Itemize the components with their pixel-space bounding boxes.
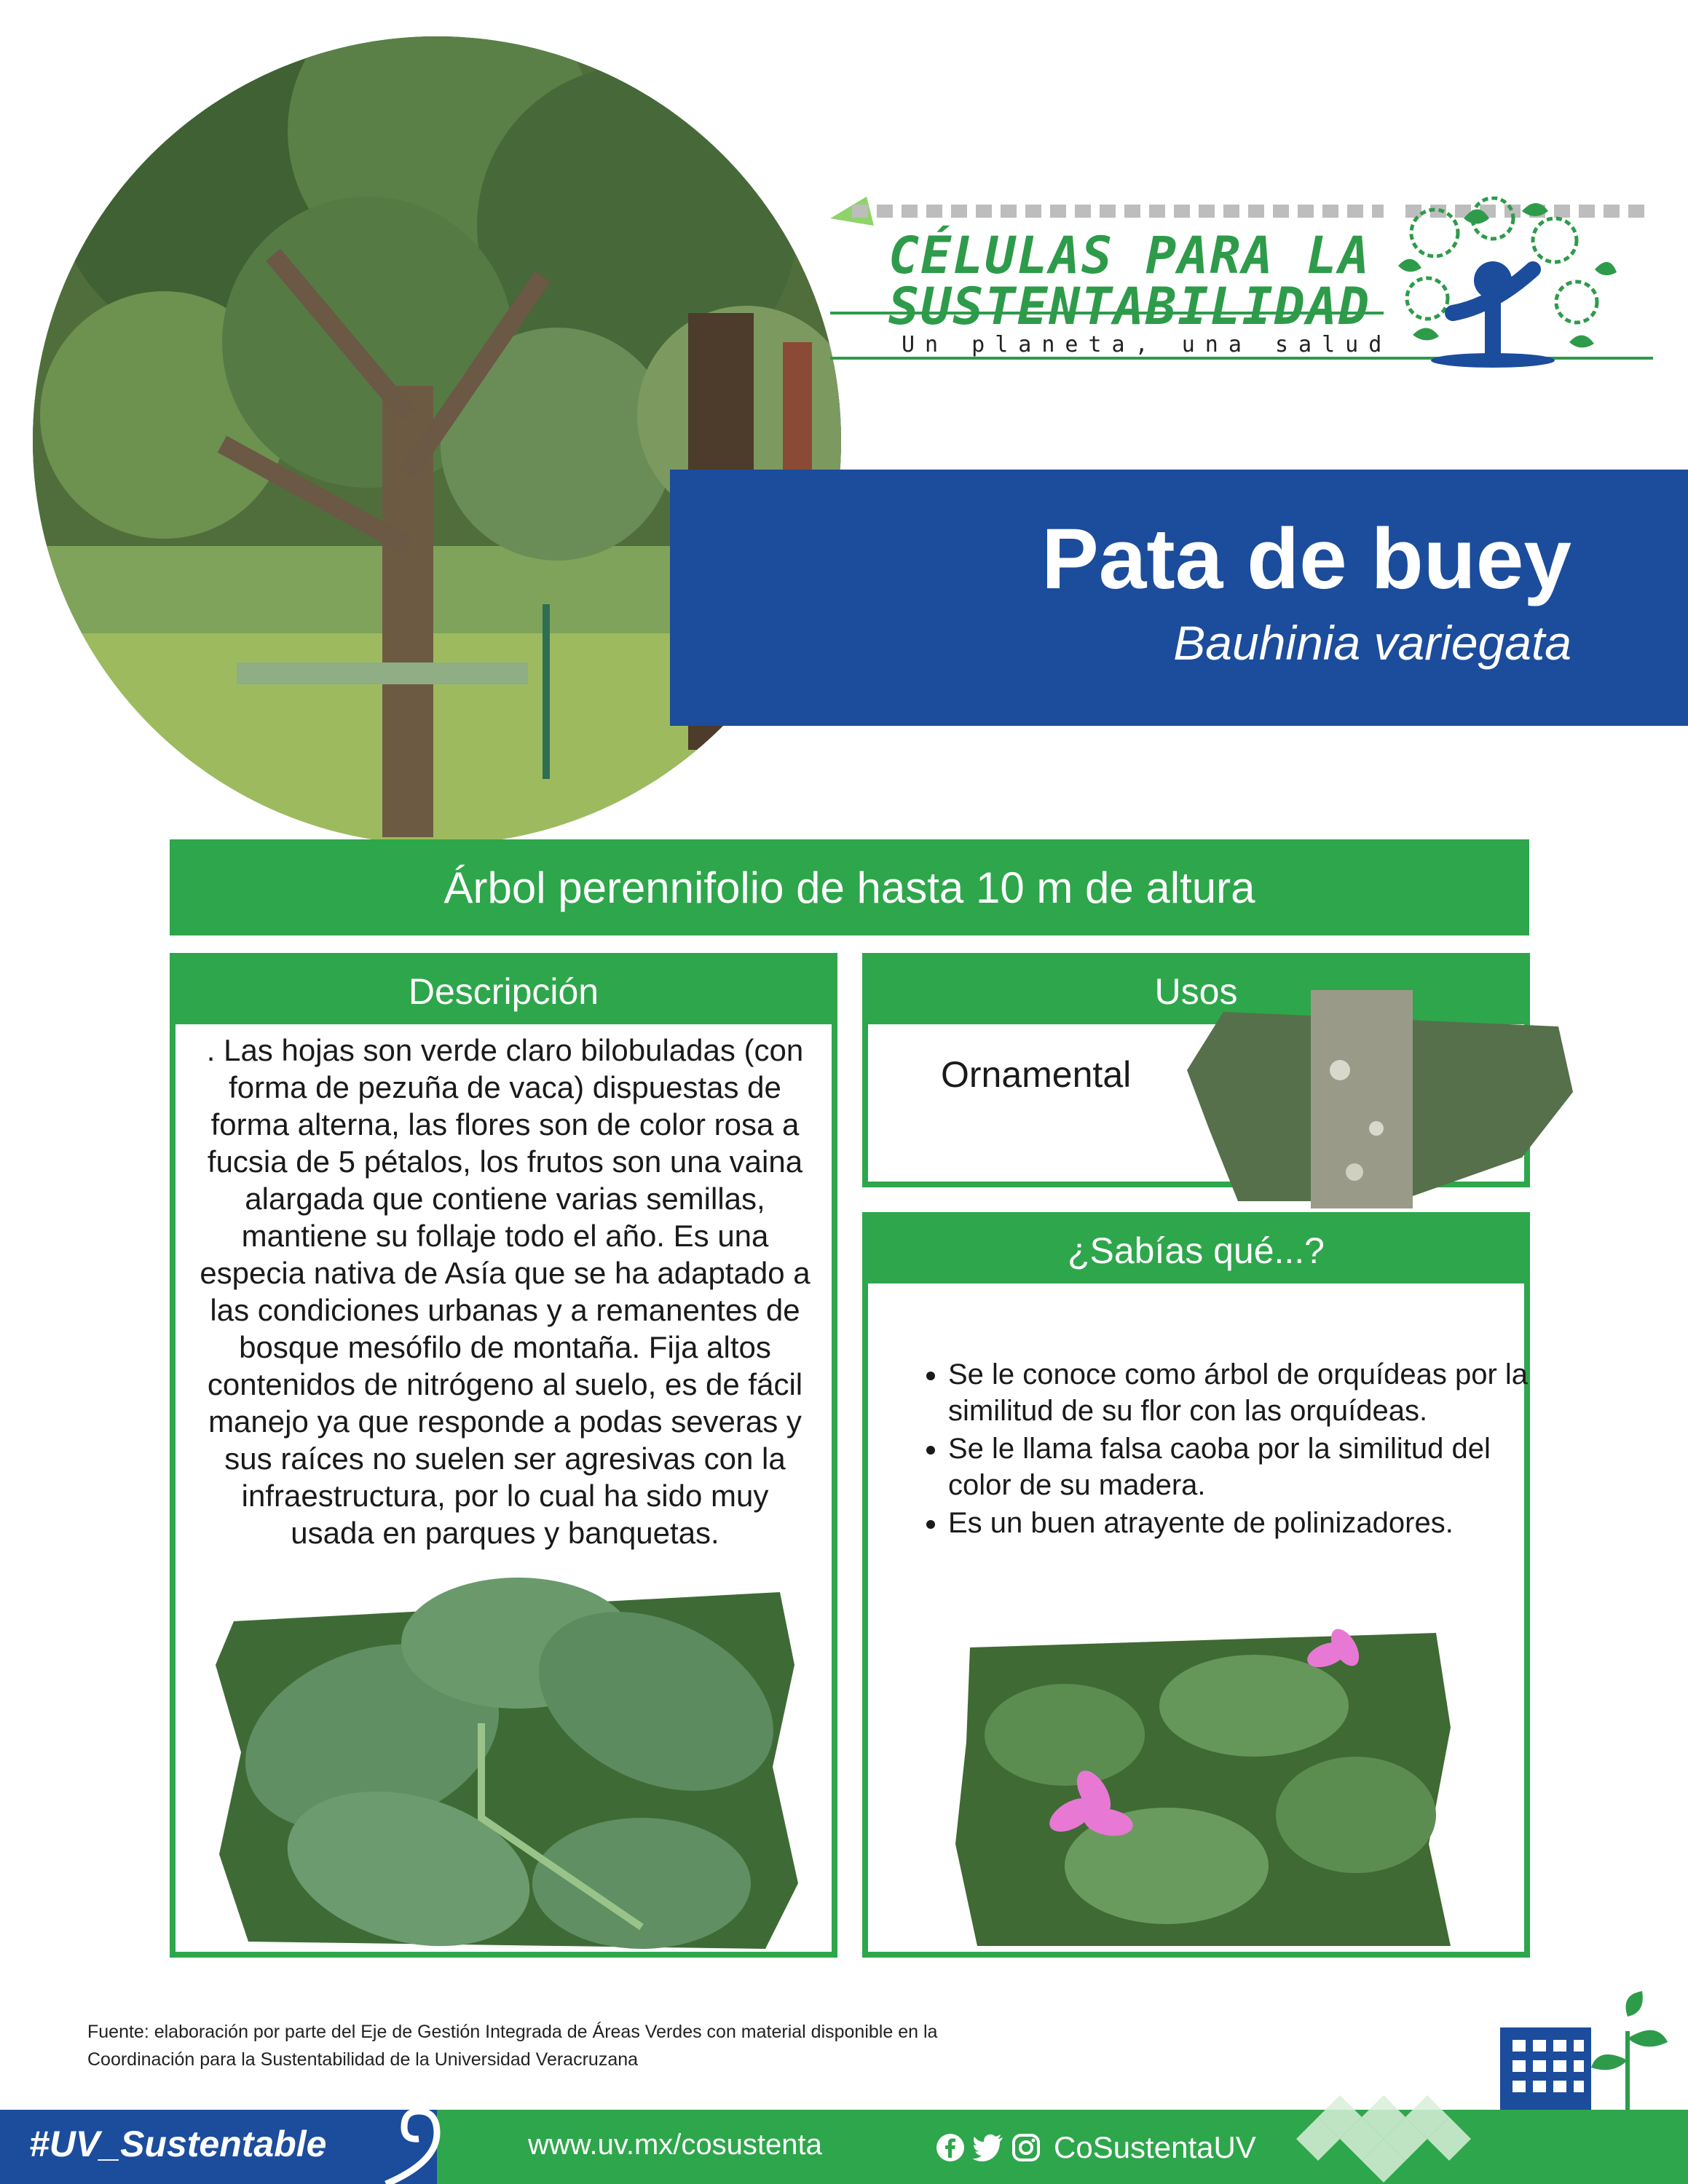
- list-item: • Se le llama falsa caoba por la similitud del color de su madera.: [948, 1431, 1545, 1503]
- leaves-photo: [205, 1578, 809, 1956]
- did-you-know-list: [912, 1356, 1545, 1543]
- brand-line-1: CÉLULAS PARA LA: [888, 226, 1371, 285]
- subtitle-text: Árbol perennifolio de hasta 10 m de altura: [443, 863, 1255, 912]
- hashtag: #UV_Sustentable: [29, 2124, 327, 2164]
- swirl-icon: [379, 2097, 466, 2184]
- list-item: • Se le conoce como árbol de orquídeas por la similitud de su flor con las orquídeas.: [948, 1356, 1545, 1429]
- brand-line-2: SUSTENTABILIDAD: [888, 277, 1371, 336]
- source-note: Fuente: elaboración por parte del Eje de Gestión Integrada de Áreas Verdes con material disponible en la Coordinación para la Sustentabilidad de la Universidad Veracruzana: [87, 2022, 938, 2070]
- social-handle[interactable]: CoSustentaUV: [1054, 2130, 1256, 2164]
- uses-text: Ornamental: [941, 1054, 1132, 1095]
- description-heading: Descripción: [175, 959, 832, 1024]
- did-you-know-heading: ¿Sabías qué...?: [868, 1218, 1524, 1283]
- species-scientific-name: Bauhinia variegata: [1173, 616, 1571, 670]
- list-item: • Es un buen atrayente de polinizadores.: [948, 1505, 1545, 1541]
- description-panel: [170, 953, 837, 1958]
- instagram-icon[interactable]: [1011, 2133, 1041, 2162]
- description-text: . Las hojas son verde claro bilobuladas (con forma de pezuña de vaca) dispuestas de forma alterna, las flores son de color rosa a fucsia de 5 pétalos, los frutos son una vaina alargada que contiene varias semillas, mantiene su follaje todo el año. Es una especia nativa de Asía que se ha adaptado a las condiciones urbanas y a remanentes de bosque mesófilo de montaña. Fija altos contenidos de nitrógeno al suelo, es de fácil manejo ya que responde a podas severas y sus raíces no suelen ser agresivas con la infraestructura, por lo cual ha sido muy usada en parques y banquetas.: [200, 1033, 811, 1550]
- website-link[interactable]: www.uv.mx/cosustenta: [528, 2129, 822, 2161]
- social-links: [936, 2127, 1256, 2168]
- facebook-icon[interactable]: [936, 2133, 965, 2162]
- twitter-icon[interactable]: [972, 2133, 1004, 2162]
- diamond-pattern: [1274, 2095, 1493, 2184]
- uses-heading: Usos: [868, 959, 1524, 1024]
- tree-people-icon: [1398, 197, 1617, 371]
- subtitle-bar: [170, 839, 1529, 935]
- species-common-name: Pata de buey: [1041, 511, 1571, 607]
- brand-tagline: Un planeta, una salud: [902, 332, 1392, 357]
- did-you-know-panel: [862, 1212, 1530, 1958]
- brand-logo: [830, 197, 1653, 364]
- flower-photo: [948, 1626, 1458, 1953]
- bark-photo: [1180, 983, 1588, 1216]
